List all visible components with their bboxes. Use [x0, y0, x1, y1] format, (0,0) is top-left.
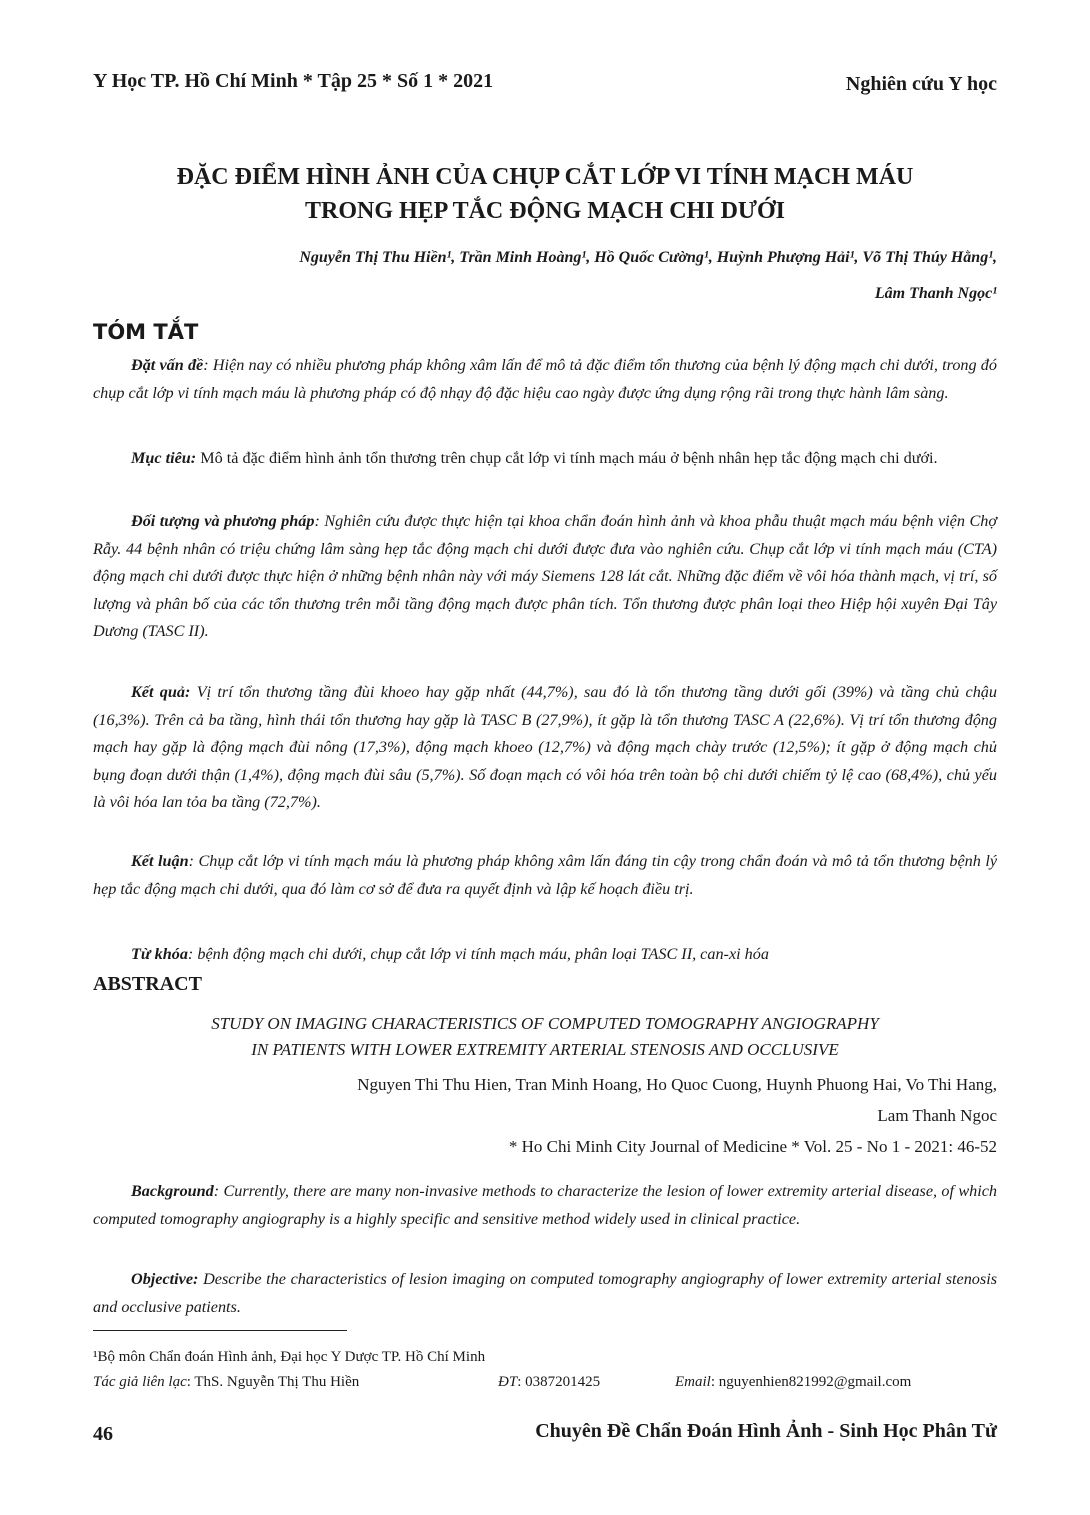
authors-en-line-1: Nguyen Thi Thu Hien, Tran Minh Hoang, Ho Quoc Cuong, Huynh Phuong Hai, Vo Thi Hang,	[357, 1075, 997, 1094]
article-title	[93, 160, 997, 228]
summary-objective-text: Mô tả đặc điểm hình ảnh tổn thương trên chụp cắt lớp vi tính mạch máu ở bệnh nhân hẹp tắc động mạch chi dưới.	[196, 449, 938, 467]
phone-value: : 0387201425	[517, 1374, 601, 1390]
summary-background-label: Đặt vấn đề	[131, 356, 204, 374]
summary-heading: TÓM TẮT	[93, 320, 199, 344]
abstract-objective-text: Describe the characteristics of lesion imaging on computed tomography angiography of lower extremity arterial stenosis and occlusive patients.	[93, 1270, 997, 1316]
abstract-title-line-2: IN PATIENTS WITH LOWER EXTREMITY ARTERIAL STENOSIS AND OCCLUSIVE	[251, 1040, 839, 1059]
authors-en	[93, 1069, 997, 1162]
running-header-journal: Y Học TP. Hồ Chí Minh * Tập 25 * Số 1 * 2021	[93, 70, 494, 92]
abstract-background-text: : Currently, there are many non-invasive methods to characterize the lesion of lower extremity arterial disease, of which computed tomography angiography is a highly specific and sensitive method widely used in clinical practice.	[93, 1182, 997, 1228]
abstract-background-label: Background	[131, 1182, 214, 1200]
summary-keywords	[93, 941, 997, 969]
authors-vi-line-2: Lâm Thanh Ngọc¹	[874, 285, 997, 302]
summary-background	[93, 352, 997, 407]
article-title-line-1: ĐẶC ĐIỂM HÌNH ẢNH CỦA CHỤP CẮT LỚP VI TÍNH MẠCH MÁU	[176, 164, 914, 190]
summary-results-text: Vị trí tổn thương tầng đùi khoeo hay gặp nhất (44,7%), sau đó là tổn thương tầng dưới gối (39%) và tầng chủ chậu (16,3%). Trên cả ba tầng, hình thái tổn thương hay gặp là TASC B (27,9%), ít gặp là tổn thương TASC A (22,6%). Vị trí tổn thương động mạch hay gặp là động mạch đùi nông (17,3%), động mạch khoeo (12,7%) và động mạch chày trước (12,5%); ít gặp ở động mạch chủ bụng đoạn dưới thận (1,4%), động mạch đùi sâu (5,7%). Số đoạn mạch có vôi hóa trên toàn bộ chi dưới chiếm tỷ lệ cao (68,4%), chủ yếu là vôi hóa lan tỏa ba tầng (72,7%).	[93, 683, 997, 811]
email-label: Email	[675, 1374, 711, 1390]
authors-vi	[93, 240, 997, 312]
contact-label: Tác giả liên lạc	[93, 1374, 187, 1390]
summary-results	[93, 679, 997, 817]
citation: * Ho Chi Minh City Journal of Medicine * Vol. 25 - No 1 - 2021: 46-52	[508, 1137, 997, 1156]
footnote-affiliation: ¹Bộ môn Chẩn đoán Hình ảnh, Đại học Y Dược TP. Hồ Chí Minh	[93, 1349, 486, 1365]
abstract-heading: ABSTRACT	[93, 973, 202, 995]
summary-conclusion-text: : Chụp cắt lớp vi tính mạch máu là phương pháp không xâm lấn đáng tin cậy trong chẩn đoán và mô tả tổn thương bệnh lý hẹp tắc động mạch chi dưới, qua đó làm cơ sở để đưa ra quyết định và lập kế hoạch điều trị.	[93, 852, 998, 898]
abstract-objective-label: Objective:	[131, 1270, 199, 1288]
email-value: : nguyenhien821992@gmail.com	[710, 1374, 912, 1390]
abstract-title-line-1: STUDY ON IMAGING CHARACTERISTICS OF COMPUTED TOMOGRAPHY ANGIOGRAPHY	[211, 1014, 879, 1033]
summary-background-text: : Hiện nay có nhiều phương pháp không xâm lấn để mô tả đặc điểm tổn thương của bệnh lý động mạch chi dưới, trong đó chụp cắt lớp vi tính mạch máu là phương pháp có độ nhạy độ đặc hiệu cao ngày được ứng dụng rộng rãi trong thực hành lâm sàng.	[93, 356, 997, 402]
authors-en-line-2: Lam Thanh Ngoc	[877, 1106, 997, 1125]
summary-methods-label: Đối tượng và phương pháp	[131, 512, 315, 530]
contact-name: : ThS. Nguyễn Thị Thu Hiền	[186, 1374, 360, 1390]
abstract-objective	[93, 1266, 997, 1321]
footnote-divider	[93, 1330, 347, 1331]
phone-label: ĐT	[498, 1374, 518, 1390]
summary-objective-label: Mục tiêu:	[131, 449, 197, 467]
footer-topic: Chuyên Đề Chẩn Đoán Hình Ảnh - Sinh Học Phân Tử	[535, 1420, 997, 1442]
summary-objective	[93, 445, 997, 473]
summary-conclusion	[93, 848, 997, 903]
article-title-line-2: TRONG HẸP TẮC ĐỘNG MẠCH CHI DƯỚI	[304, 198, 786, 224]
summary-results-label: Kết quả:	[131, 683, 191, 701]
summary-methods-text: : Nghiên cứu được thực hiện tại khoa chẩn đoán hình ảnh và khoa phẫu thuật mạch máu bệnh viện Chợ Rẫy. 44 bệnh nhân có triệu chứng lâm sàng hẹp tắc động mạch chi dưới được đưa vào nghiên cứu. Chụp cắt lớp vi tính mạch máu (CTA) động mạch chi dưới được thực hiện ở những bệnh nhân này với máy Siemens 128 lát cắt. Những đặc điểm về vôi hóa thành mạch, vị trí, số lượng và phân bố của các tổn thương trên mỗi tầng động mạch được phân tích. Tổn thương được phân loại theo Hiệp hội xuyên Đại Tây Dương (TASC II).	[93, 512, 997, 640]
authors-vi-line-1: Nguyễn Thị Thu Hiền¹, Trần Minh Hoàng¹, Hồ Quốc Cường¹, Huỳnh Phượng Hải¹, Võ Thị Thúy Hằng¹,	[299, 249, 997, 266]
abstract-title	[93, 1011, 997, 1063]
summary-keywords-text: : bệnh động mạch chi dưới, chụp cắt lớp vi tính mạch máu, phân loại TASC II, can-xi hóa	[187, 945, 769, 963]
abstract-background	[93, 1178, 997, 1233]
running-header-section: Nghiên cứu Y học	[845, 73, 997, 95]
summary-keywords-label: Từ khóa	[131, 945, 188, 963]
page-number: 46	[93, 1423, 113, 1445]
summary-conclusion-label: Kết luận	[131, 852, 189, 870]
summary-methods	[93, 508, 997, 646]
